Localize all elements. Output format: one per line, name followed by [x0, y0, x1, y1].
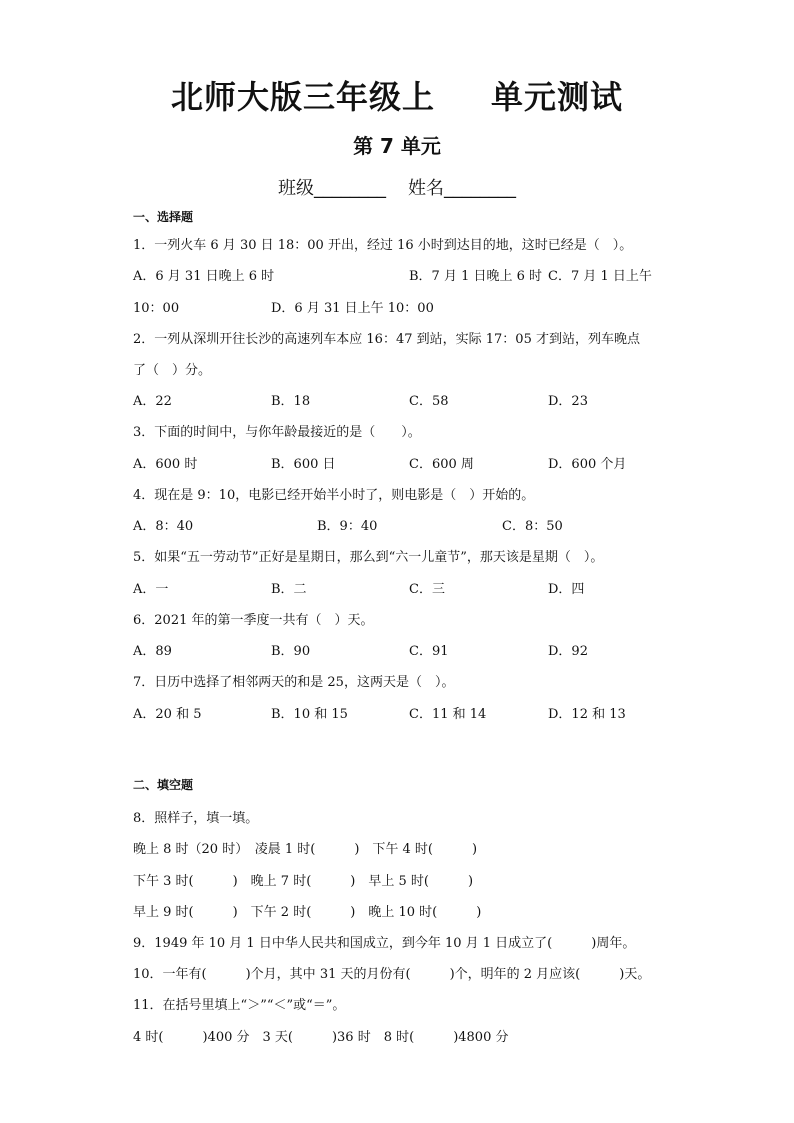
question-6-stem: 6．2021 年的第一季度一共有（ ）天。	[133, 613, 374, 628]
question-11-row: 4 时( )400 分 3 天( )36 时 8 时( )4800 分	[133, 1030, 509, 1045]
student-info	[0, 174, 794, 200]
class-field: 班级________	[278, 178, 386, 199]
question-3-stem: 3．下面的时间中，与你年龄最接近的是（ ）。	[133, 425, 421, 440]
question-3-option-a: A．600 时	[133, 457, 198, 472]
question-4-option-a: A．8：40	[133, 519, 194, 534]
question-7-option-a: A．20 和 5	[133, 707, 202, 722]
question-5-option-b: B．二	[271, 582, 307, 597]
question-4-stem: 4．现在是 9：10，电影已经开始半小时了，则电影是（ ）开始的。	[133, 488, 535, 503]
question-1-option-b: B．7 月 1 日晚上 6 时	[409, 269, 543, 284]
question-6-option-a: A．89	[133, 644, 172, 659]
question-1-option-c-cont: 10：00	[133, 301, 180, 316]
question-2-option-d: D．23	[548, 394, 588, 409]
question-1-option-a: A．6 月 31 日晚上 6 时	[133, 269, 275, 284]
question-6-option-d: D．92	[548, 644, 588, 659]
question-7-option-c: C．11 和 14	[409, 707, 487, 722]
question-8-row-3: 早上 9 时( ) 下午 2 时( ) 晚上 10 时( )	[133, 905, 482, 920]
question-10: 10．一年有( )个月，其中 31 天的月份有( )个，明年的 2 月应该( )天。	[133, 967, 651, 982]
question-1-option-d: D．6 月 31 日上午 10：00	[271, 301, 434, 316]
question-1-stem: 1．一列火车 6 月 30 日 18：00 开出，经过 16 小时到达目的地，这时已经是（ ）。	[133, 238, 633, 253]
section-heading-fill: 二、填空题	[133, 778, 194, 792]
question-2-option-a: A．22	[133, 394, 172, 409]
question-11-stem: 11．在括号里填上“＞”“＜”或“＝”。	[133, 998, 346, 1013]
question-8-row-2: 下午 3 时( ) 晚上 7 时( ) 早上 5 时( )	[133, 874, 474, 889]
question-8-row-1: 晚上 8 时（20 时） 凌晨 1 时( ) 下午 4 时( )	[133, 842, 478, 857]
question-9: 9．1949 年 10 月 1 日中华人民共和国成立，到今年 10 月 1 日成立了( )周年。	[133, 936, 636, 951]
title-left: 北师大版三年级上	[170, 78, 435, 116]
question-5-option-c: C．三	[409, 582, 445, 597]
question-1-option-c: C．7 月 1 日上午	[548, 269, 652, 284]
section-heading-choice: 一、选择题	[133, 210, 194, 224]
question-5-stem: 5．如果“五一劳动节”正好是星期日，那么到“六一儿童节”，那天该是星期（ ）。	[133, 550, 604, 565]
question-7-option-b: B．10 和 15	[271, 707, 348, 722]
question-8-stem: 8．照样子，填一填。	[133, 811, 259, 826]
question-3-option-b: B．600 日	[271, 457, 336, 472]
question-5-option-a: A．一	[133, 582, 169, 597]
question-7-option-d: D．12 和 13	[548, 707, 626, 722]
question-6-option-b: B．90	[271, 644, 311, 659]
question-7-stem: 7．日历中选择了相邻两天的和是 25，这两天是（ ）。	[133, 675, 455, 690]
title-right: 单元测试	[491, 78, 624, 116]
question-2-option-b: B．18	[271, 394, 311, 409]
question-3-option-d: D．600 个月	[548, 457, 627, 472]
question-3-option-c: C．600 周	[409, 457, 474, 472]
question-2-stem-cont: 了（ ）分。	[133, 363, 212, 378]
question-5-option-d: D．四	[548, 582, 585, 597]
question-4-option-b: B．9：40	[317, 519, 378, 534]
question-2-stem: 2．一列从深圳开往长沙的高速列车本应 16：47 到站，实际 17：05 才到站，列车晚点	[133, 332, 640, 347]
unit-title: 第 7 单元	[353, 134, 441, 158]
question-2-option-c: C．58	[409, 394, 449, 409]
page-title	[0, 72, 794, 118]
question-6-option-c: C．91	[409, 644, 449, 659]
name-field: 姓名________	[408, 178, 516, 199]
question-4-option-c: C．8：50	[502, 519, 563, 534]
